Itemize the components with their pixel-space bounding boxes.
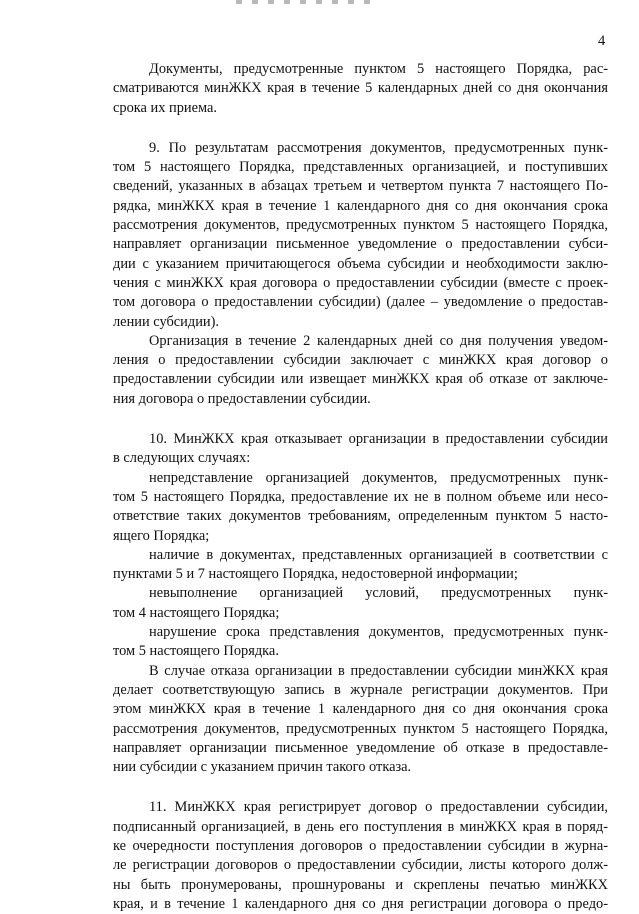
- text-line: чения с минЖКХ края договора о предоставлении субсидии (вместе с проек-: [113, 274, 608, 291]
- text-line: нии субсидии с указанием причин такого отказа.: [113, 759, 412, 776]
- text-line: ния договора о предоставлении субсидии.: [113, 390, 371, 407]
- text-line: дии с указанием причитающегося объема субсидии и необходимости заклю-: [113, 255, 608, 272]
- text-line: в следующих случаях:: [113, 450, 251, 467]
- document-body: [113, 60, 608, 914]
- paragraph: [113, 469, 608, 546]
- paragraph-gap: [113, 118, 608, 139]
- text-line: 9. По результатам рассмотрения документов, предусмотренных пунк-: [149, 139, 608, 156]
- text-line: ответствие таких документов требованиям, определенным пунктом 5 насто-: [113, 508, 608, 525]
- paragraph: [113, 584, 608, 623]
- text-line: сматриваются минЖКХ края в течение 5 календарных дней со дня окончания: [113, 80, 608, 97]
- text-line: 11. МинЖКХ края регистрирует договор о предоставлении субсидии,: [149, 799, 608, 816]
- text-line: том договора о предоставлении субсидии) (далее – уведомление о предостав-: [113, 294, 608, 311]
- text-line: срока их приема.: [113, 99, 218, 116]
- paragraph: [113, 798, 608, 914]
- text-line: края, и в течение 1 календарного дня со дня регистрации договора о предо-: [113, 895, 608, 912]
- paragraph: [113, 623, 608, 662]
- text-line: невыполнение организацией условий, предусмотренных пунк-: [149, 585, 608, 602]
- paragraph: [113, 139, 608, 332]
- paragraph: [113, 546, 608, 585]
- text-line: ле регистрации договоров о предоставлении субсидии, листы которого долж-: [113, 857, 608, 874]
- text-line: подписанный организацией, в день его поступления в минЖКХ края в поряд-: [113, 818, 608, 835]
- text-line: рассмотрения документов, предусмотренных пунктом 5 настоящего Порядка,: [113, 217, 608, 234]
- text-line: том 5 настоящего Порядка, представленных организацией, и поступивших: [113, 159, 608, 176]
- text-line: направляет организации письменное уведомление о предоставлении субси-: [113, 236, 608, 253]
- text-line: предоставлении субсидии или извещает минЖКХ края об отказе от заключе-: [113, 371, 608, 388]
- page-number: 4: [598, 33, 606, 49]
- text-line: ления о предоставлении субсидии заключает с минЖКХ края договор о: [113, 352, 608, 369]
- text-line: Документы, предусмотренные пунктом 5 настоящего Порядка, рас-: [149, 61, 608, 77]
- text-line: ны быть пронумерованы, прошнурованы и скреплены печатью минЖКХ: [113, 876, 608, 893]
- text-line: непредставление организацией документов, предусмотренных пунк-: [149, 469, 608, 486]
- text-line: этом минЖКХ края в течение 1 календарного дня со дня окончания срока: [113, 701, 608, 718]
- text-line: том 4 настоящего Порядка;: [113, 604, 280, 621]
- paragraph-gap: [113, 777, 608, 798]
- text-line: направляет организации письменное уведомление об отказе в предоставле-: [113, 739, 608, 756]
- text-line: пунктами 5 и 7 настоящего Порядка, недостоверной информации;: [113, 566, 518, 583]
- paragraph: [113, 332, 608, 409]
- text-line: лении субсидии).: [113, 313, 219, 330]
- text-line: рядка, минЖКХ края в течение 1 календарного дня со дня окончания срока: [113, 197, 608, 214]
- text-line: рассмотрения документов, предусмотренных пунктом 5 настоящего Порядка,: [113, 720, 608, 737]
- text-line: делает соответствующую запись в журнале регистрации документов. При: [113, 681, 608, 698]
- text-line: 10. МинЖКХ края отказывает организации в предоставлении субсидии: [149, 431, 608, 448]
- text-line: ящего Порядка;: [113, 527, 210, 544]
- paragraph: [113, 430, 608, 469]
- text-line: наличие в документах, представленных организацией в соответствии с: [149, 546, 608, 563]
- paragraph: [113, 662, 608, 778]
- paragraph-gap: [113, 409, 608, 430]
- scan-artifact: [236, 0, 376, 4]
- text-line: В случае отказа организации в предоставлении субсидии минЖКХ края: [149, 662, 608, 679]
- paragraph: [113, 60, 608, 118]
- text-line: том 5 настоящего Порядка.: [113, 643, 279, 660]
- text-line: сведений, указанных в абзацах третьем и четвертом пункта 7 настоящего По-: [113, 178, 608, 195]
- text-line: Организация в течение 2 календарных дней со дня получения уведом-: [149, 332, 608, 349]
- text-line: том 5 настоящего Порядка, предоставление их не в полном объеме или несо-: [113, 488, 608, 505]
- text-line: нарушение срока представления документов, предусмотренных пунк-: [149, 624, 608, 641]
- text-line: ке очередности поступления договоров о предоставлении субсидии в журна-: [113, 837, 608, 854]
